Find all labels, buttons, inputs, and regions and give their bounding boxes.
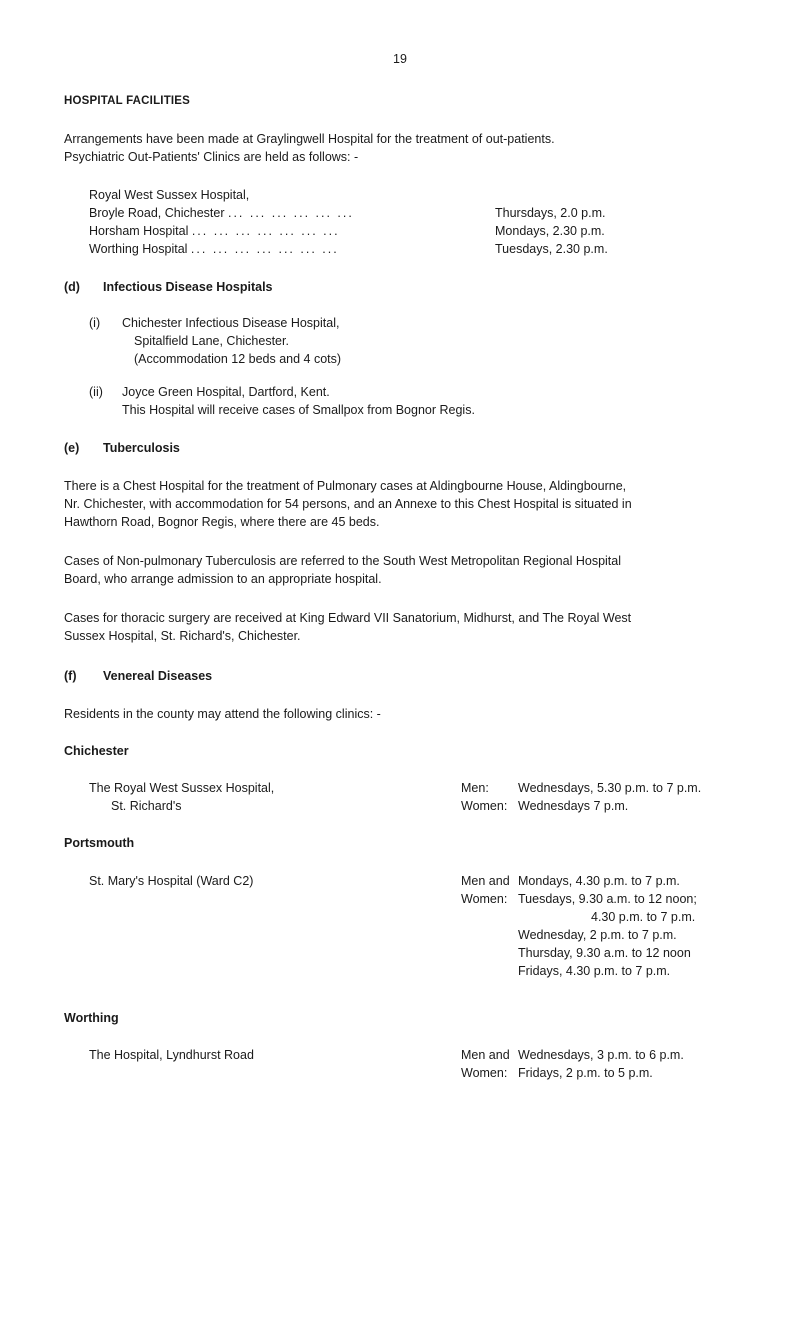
section-d-letter: (d) xyxy=(64,280,80,294)
clinic-time: Tuesdays, 2.30 p.m. xyxy=(495,242,608,256)
hospital-line: The Royal West Sussex Hospital, xyxy=(89,781,275,795)
section-f-letter: (f) xyxy=(64,669,77,683)
clinic-time: Mondays, 2.30 p.m. xyxy=(495,224,605,238)
clinic-time: Tuesdays, 9.30 a.m. to 12 noon; xyxy=(518,892,697,906)
hospital-line: St. Mary's Hospital (Ward C2) xyxy=(89,874,254,888)
town-portsmouth: Portsmouth xyxy=(64,836,135,850)
clinic-time: Mondays, 4.30 p.m. to 7 p.m. xyxy=(518,874,680,888)
town-worthing: Worthing xyxy=(64,1011,119,1025)
item-i-line: Spitalfield Lane, Chichester. xyxy=(134,334,289,348)
hospital-line: The Hospital, Lyndhurst Road xyxy=(89,1048,254,1062)
attendee-label: Women: xyxy=(461,892,508,906)
hospital-line: St. Richard's xyxy=(111,799,182,813)
intro-line-2: Psychiatric Out-Patients' Clinics are held as follows: - xyxy=(64,150,359,164)
clinic-time: Fridays, 2 p.m. to 5 p.m. xyxy=(518,1066,653,1080)
attendee-label: Men and xyxy=(461,874,510,888)
item-ii-line: This Hospital will receive cases of Smallpox from Bognor Regis. xyxy=(122,403,475,417)
page-number: 19 xyxy=(393,52,407,66)
clinic-royal-west-sussex xyxy=(89,205,354,222)
attendee-label: Women: xyxy=(461,799,508,813)
clinic-time: Thursday, 9.30 a.m. to 12 noon xyxy=(518,946,691,960)
clinic-name: Broyle Road, Chichester xyxy=(89,206,225,220)
clinic-time: 4.30 p.m. to 7 p.m. xyxy=(591,910,696,924)
clinic-time: Wednesdays, 3 p.m. to 6 p.m. xyxy=(518,1048,684,1062)
paragraph-line: Sussex Hospital, St. Richard's, Chichester. xyxy=(64,629,301,643)
paragraph-line: There is a Chest Hospital for the treatment of Pulmonary cases at Aldingbourne House, Aldingbourne, xyxy=(64,479,627,493)
paragraph-line: Cases for thoracic surgery are received at King Edward VII Sanatorium, Midhurst, and The Royal West xyxy=(64,611,632,625)
page-heading: HOSPITAL FACILITIES xyxy=(64,95,191,107)
attendee-label: Women: xyxy=(461,1066,508,1080)
clinic-horsham xyxy=(89,223,340,240)
intro-line-1: Arrangements have been made at Graylingwell Hospital for the treatment of out-patients. xyxy=(64,132,555,146)
clinic-name: Worthing Hospital xyxy=(89,242,188,256)
section-e-letter: (e) xyxy=(64,441,80,455)
section-e-title: Tuberculosis xyxy=(103,441,180,455)
section-f-title: Venereal Diseases xyxy=(103,669,213,683)
clinic-worthing xyxy=(89,241,339,258)
item-ii-line: Joyce Green Hospital, Dartford, Kent. xyxy=(122,385,330,399)
item-i-number: (i) xyxy=(89,316,101,330)
town-chichester: Chichester xyxy=(64,744,129,758)
clinic-time: Wednesday, 2 p.m. to 7 p.m. xyxy=(518,928,677,942)
item-i-line: Chichester Infectious Disease Hospital, xyxy=(122,316,340,330)
item-ii-number: (ii) xyxy=(89,385,103,399)
item-i-line: (Accommodation 12 beds and 4 cots) xyxy=(134,352,342,366)
paragraph-line: Board, who arrange admission to an appropriate hospital. xyxy=(64,572,382,586)
section-f-intro: Residents in the county may attend the following clinics: - xyxy=(64,707,381,721)
clinic-time: Thursdays, 2.0 p.m. xyxy=(495,206,606,220)
section-d-title: Infectious Disease Hospitals xyxy=(103,280,273,294)
paragraph-line: Cases of Non-pulmonary Tuberculosis are referred to the South West Metropolitan Regional Hospital xyxy=(64,554,621,568)
leader-dots: ... ... ... ... ... ... ... xyxy=(190,242,339,256)
leader-dots: ... ... ... ... ... ... ... xyxy=(191,224,340,238)
attendee-label: Men: xyxy=(461,781,489,795)
clinic-time: Wednesdays 7 p.m. xyxy=(518,799,629,813)
leader-dots: ... ... ... ... ... ... xyxy=(227,206,354,220)
clinic-time: Wednesdays, 5.30 p.m. to 7 p.m. xyxy=(518,781,702,795)
paragraph-line: Nr. Chichester, with accommodation for 54 persons, and an Annexe to this Chest Hospital is situated in xyxy=(64,497,632,511)
paragraph-line: Hawthorn Road, Bognor Regis, where there are 45 beds. xyxy=(64,515,380,529)
clinic-time: Fridays, 4.30 p.m. to 7 p.m. xyxy=(518,964,671,978)
attendee-label: Men and xyxy=(461,1048,510,1062)
clinic-name: Horsham Hospital xyxy=(89,224,189,238)
clinic-royal-west-sussex-line1: Royal West Sussex Hospital, xyxy=(89,188,250,202)
